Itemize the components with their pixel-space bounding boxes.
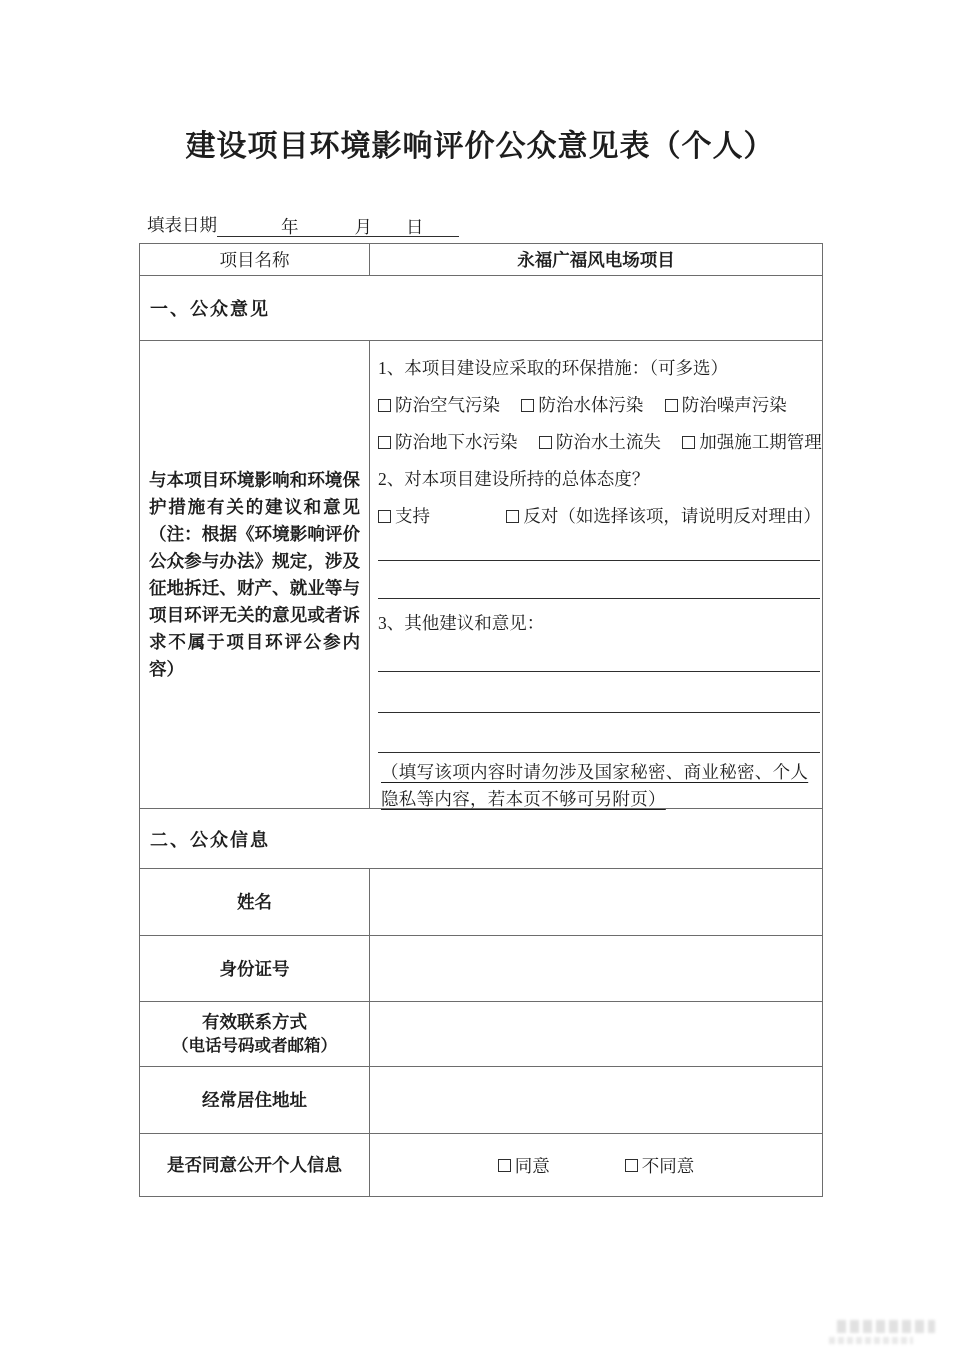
q1-options-row1 [378,387,822,424]
checkbox-icon [521,399,534,412]
opinion-note-cell [140,341,370,808]
opinion-form-table [139,243,823,1197]
name-input-cell[interactable] [370,869,822,935]
id-number-label-cell [140,936,370,1001]
opinion-questions-cell [370,341,828,808]
fill-note: （填写该项内容时请勿涉及国家秘密、商业秘密、个人隐私等内容，若本页不够可另附页） [381,762,809,809]
other-opinion-line-2[interactable] [378,672,820,713]
checkbox-icon [625,1159,638,1172]
table-row-address [140,1067,822,1134]
address-input-cell[interactable] [370,1067,822,1133]
checkbox-option-water-pollution[interactable] [521,387,643,424]
consent-label: 是否同意公开个人信息 [167,1155,342,1175]
checkbox-option-air-pollution[interactable] [378,387,500,424]
checkbox-icon [378,510,391,523]
checkbox-option-construction-management[interactable] [682,424,822,461]
address-label-cell [140,1067,370,1133]
project-name-label-cell [140,244,370,275]
id-number-label: 身份证号 [219,958,290,979]
table-row-name [140,869,822,936]
section1-header [140,276,822,341]
checkbox-icon [539,436,552,449]
checkbox-icon [665,399,678,412]
watermark [829,1320,935,1344]
checkbox-option-soil-erosion[interactable] [539,424,661,461]
section2-title: 二、公众信息 [150,829,270,850]
project-name-value-cell [370,244,822,275]
fill-date-year-label: 年 [281,217,299,237]
fill-date-blank[interactable] [217,214,459,237]
other-opinion-line-1[interactable] [378,641,820,672]
contact-label-cell [140,1002,370,1066]
fill-date-month-label: 月 [354,217,372,237]
option-label: 防治水体污染 [538,395,644,415]
q2-label: 2、对本项目建设所持的总体态度？ [378,469,650,489]
opinion-row [140,341,822,809]
address-label: 经常居住地址 [202,1090,307,1110]
opinion-left-note: 与本项目环境影响和环境保护措施有关的建议和意见（注：根据《环境影响评价公众参与办法》规定，涉及征地拆迁、财产、就业等与项目环评无关的意见或者诉求不属于项目环评公参内容） [149,469,360,679]
q1-options-row2 [378,424,822,461]
watermark-line-2 [829,1337,913,1344]
checkbox-icon [682,436,695,449]
table-row-consent [140,1134,822,1196]
option-label: 支持 [395,506,430,526]
project-name-row [140,244,822,276]
name-label: 姓名 [237,892,272,912]
checkbox-option-agree[interactable] [498,1153,550,1178]
name-label-cell [140,869,370,935]
q1-label: 1、本项目建设应采取的环保措施：（可多选） [378,358,728,378]
option-label: 防治地下水污染 [395,432,518,452]
checkbox-option-disagree[interactable] [625,1153,695,1178]
checkbox-option-support[interactable] [378,498,430,535]
checkbox-icon [506,510,519,523]
checkbox-icon [378,399,391,412]
oppose-reason-line-2[interactable] [378,561,820,599]
option-label: 加强施工期管理 [699,432,822,452]
checkbox-icon [378,436,391,449]
option-label: 防治噪声污染 [681,395,787,415]
other-opinion-line-3[interactable] [378,713,820,753]
q3-label: 3、其他建议和意见： [378,613,545,633]
option-label: 防治空气污染 [395,395,500,415]
id-number-input-cell[interactable] [370,936,822,1001]
option-label: 同意 [514,1155,550,1176]
checkbox-option-oppose[interactable] [506,498,821,535]
oppose-reason-line-1[interactable] [378,535,820,561]
option-label: 反对（如选择该项，请说明反对理由） [523,506,821,526]
contact-input-cell[interactable] [370,1002,822,1066]
page-title: 建设项目环境影响评价公众意见表（个人） [185,130,775,163]
checkbox-option-groundwater-pollution[interactable] [378,424,518,461]
table-row-id-number [140,936,822,1002]
consent-label-cell [140,1134,370,1196]
watermark-line-1 [837,1320,935,1333]
consent-options-cell [370,1134,822,1196]
project-name-label: 项目名称 [219,250,290,270]
section2-header [140,809,822,869]
fill-date-label: 填表日期 [147,215,217,235]
option-label: 不同意 [641,1155,695,1176]
contact-label: 有效联系方式 [202,1012,307,1032]
project-name-value: 永福广福风电场项目 [517,250,675,270]
option-label: 防治水土流失 [555,432,661,452]
fill-date-day-label: 日 [406,217,424,237]
table-row-contact [140,1002,822,1067]
section1-title: 一、公众意见 [150,299,270,319]
checkbox-option-noise-pollution[interactable] [665,387,787,424]
contact-sublabel: （电话号码或者邮箱） [172,1036,337,1055]
q2-options [378,498,822,535]
checkbox-icon [498,1159,511,1172]
fill-date-line [147,212,459,237]
